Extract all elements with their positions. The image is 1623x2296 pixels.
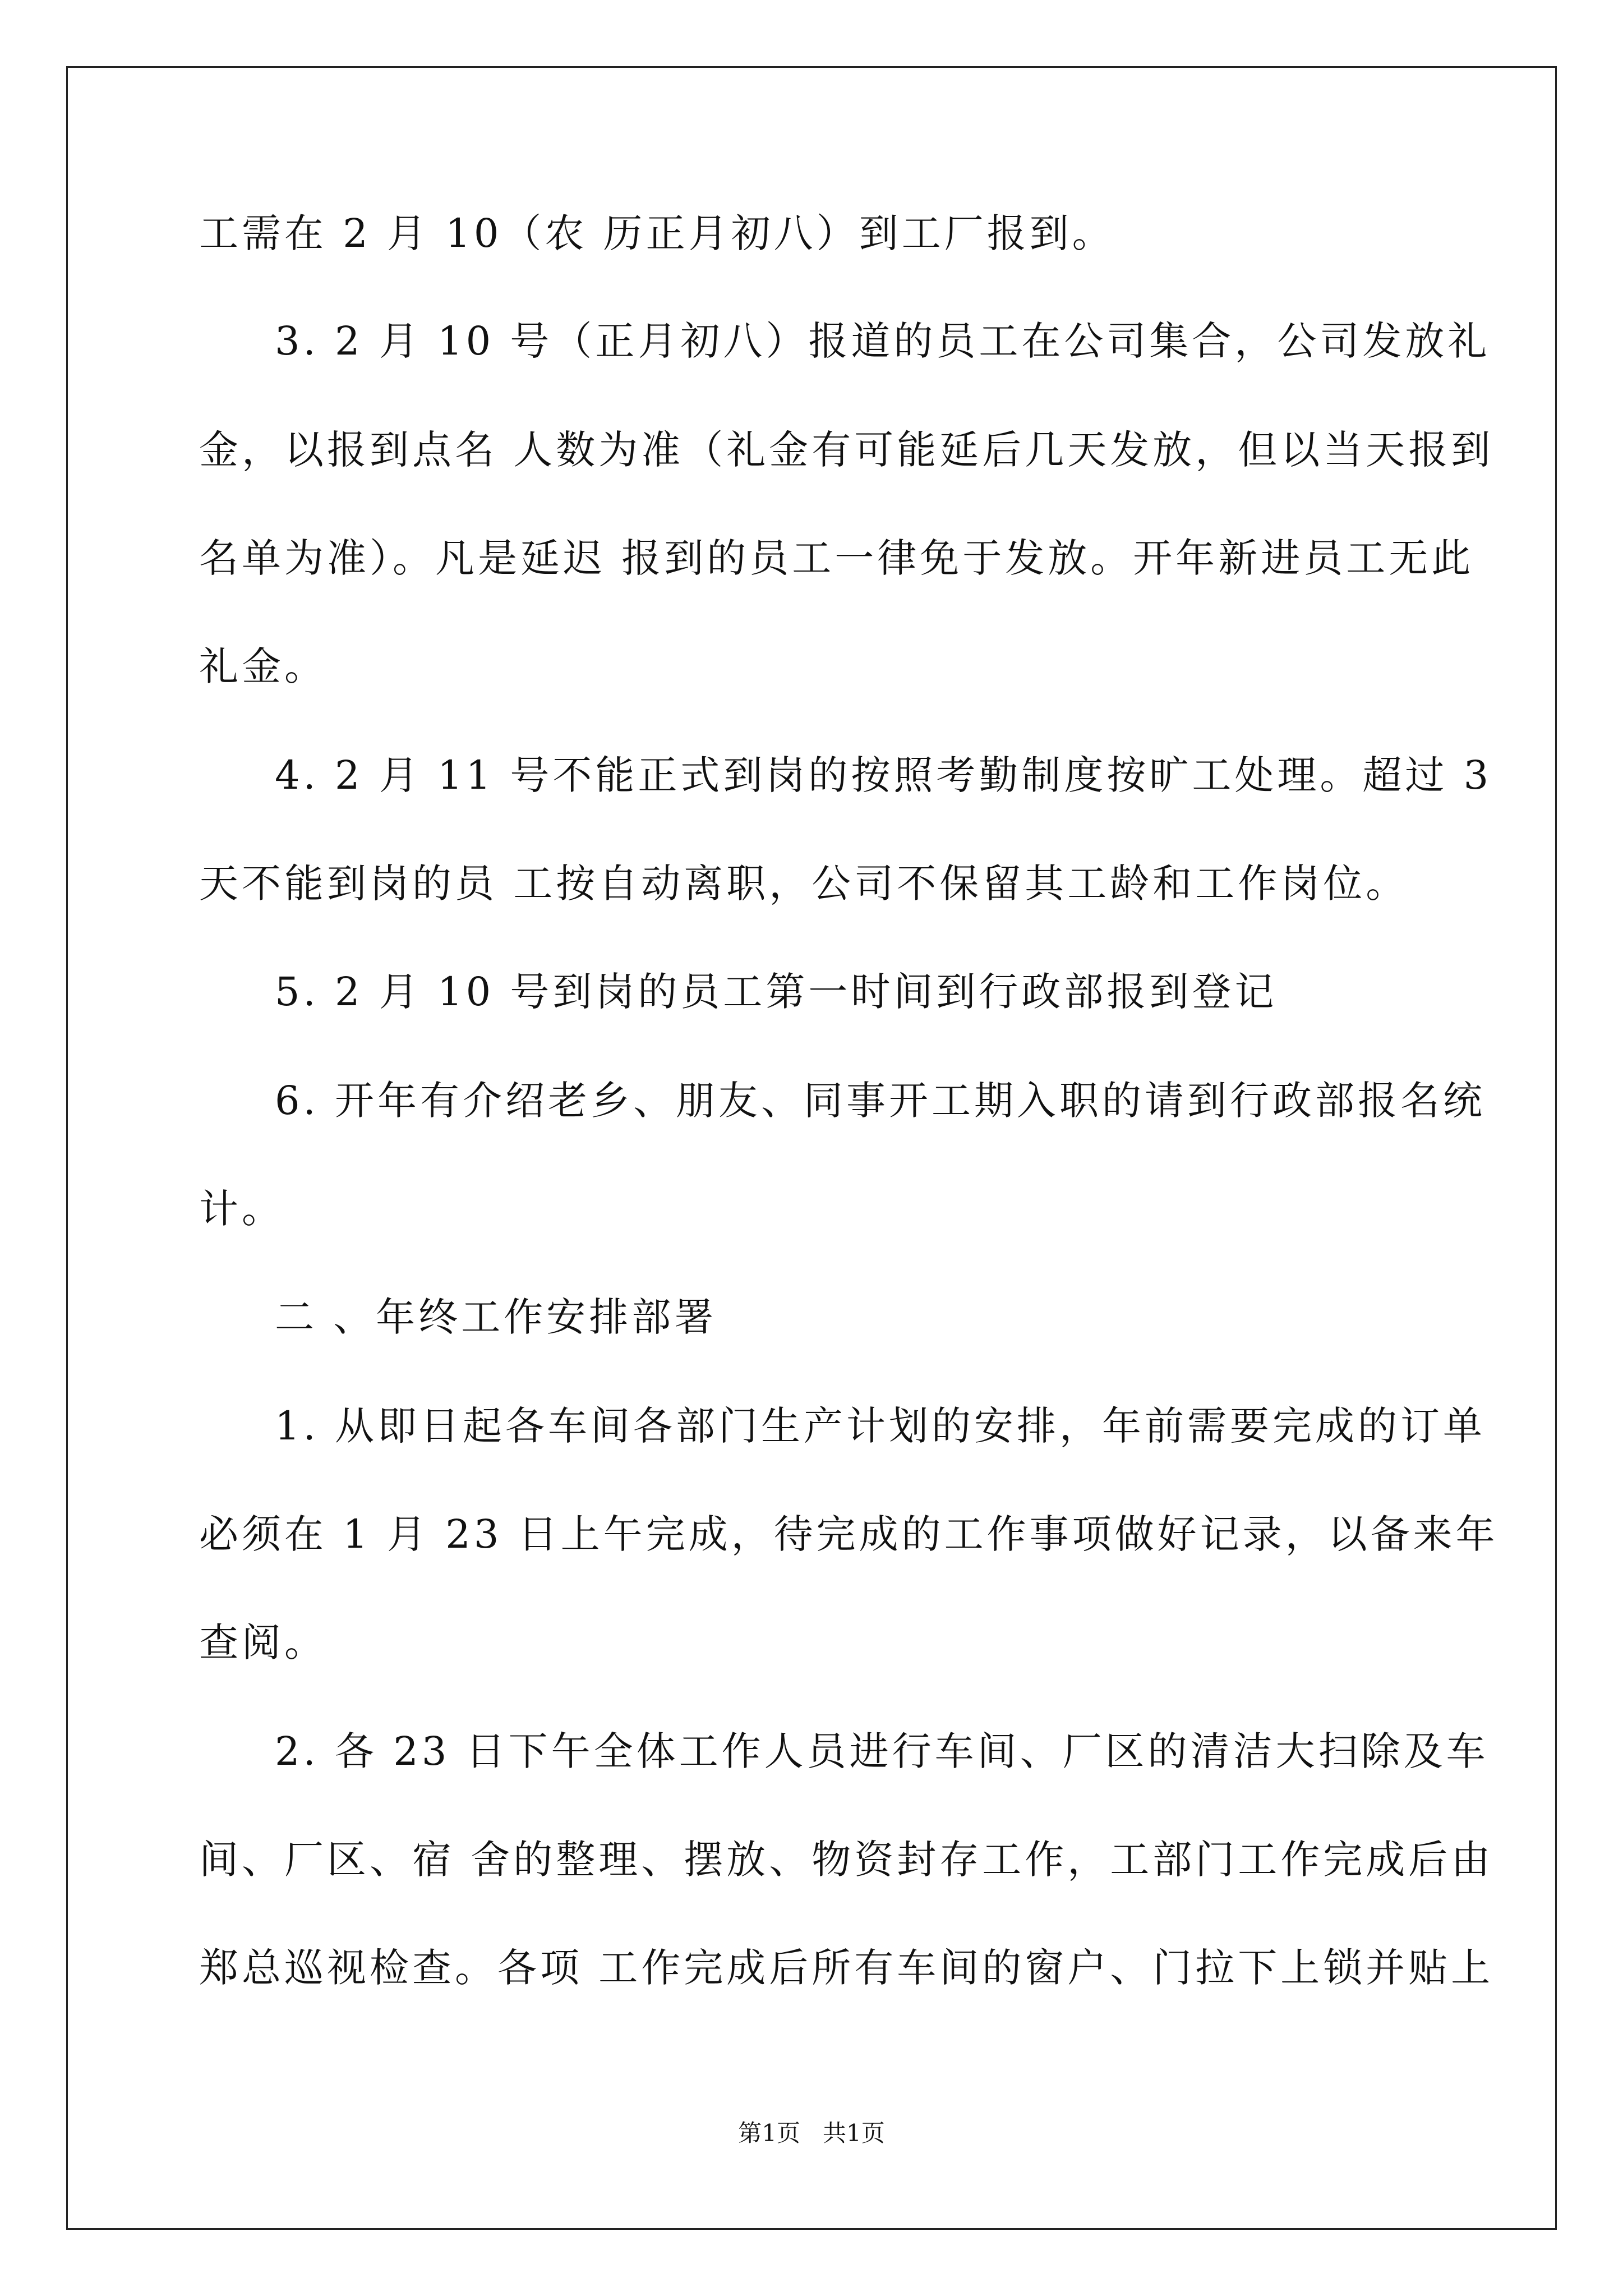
text-line: 工需在 2 月 10（农 历正月初八）到工厂报到。 [199,210,1115,256]
text-line: 金，以报到点名 人数为准（礼金有可能延后几天发放，但以当天报到 [199,427,1494,473]
text-line: 查阅。 [199,1619,327,1665]
text-line: 4. 2 月 11 号不能正式到岗的按照考勤制度按旷工处理。超过 3 [275,752,1492,798]
text-line: 必须在 1 月 23 日上午完成，待完成的工作事项做好记录，以备来年 [199,1511,1498,1557]
text-line: 1. 从即日起各车间各部门生产计划的安排，年前需要完成的订单 [275,1403,1486,1449]
text-line: 天不能到岗的员 工按自动离职，公司不保留其工龄和工作岗位。 [199,861,1409,907]
text-line: 礼金。 [199,643,327,689]
text-line: 计。 [199,1186,284,1232]
section-heading: 二 、年终工作安排部署 [275,1294,717,1340]
text-line: 2. 各 23 日下午全体工作人员进行车间、厂区的清洁大扫除及车 [275,1728,1489,1774]
text-line: 3. 2 月 10 号（正月初八）报道的员工在公司集合，公司发放礼 [275,318,1491,364]
page-footer: 第1页 共1页 [738,2119,885,2147]
text-line: 间、厂区、宿 舍的整理、摆放、物资封存工作，工部门工作完成后由 [199,1837,1494,1883]
text-line: 5. 2 月 10 号到岗的员工第一时间到行政部报到登记 [275,969,1278,1015]
text-line: 郑总巡视检查。各项 工作完成后所有车间的窗户、门拉下上锁并贴上 [199,1945,1494,1991]
text-line: 名单为准）。凡是延迟 报到的员工一律免于发放。开年新进员工无此 [199,535,1474,581]
page-border [66,66,1557,2230]
text-line: 6. 开年有介绍老乡、朋友、同事开工期入职的请到行政部报名统 [275,1078,1486,1124]
